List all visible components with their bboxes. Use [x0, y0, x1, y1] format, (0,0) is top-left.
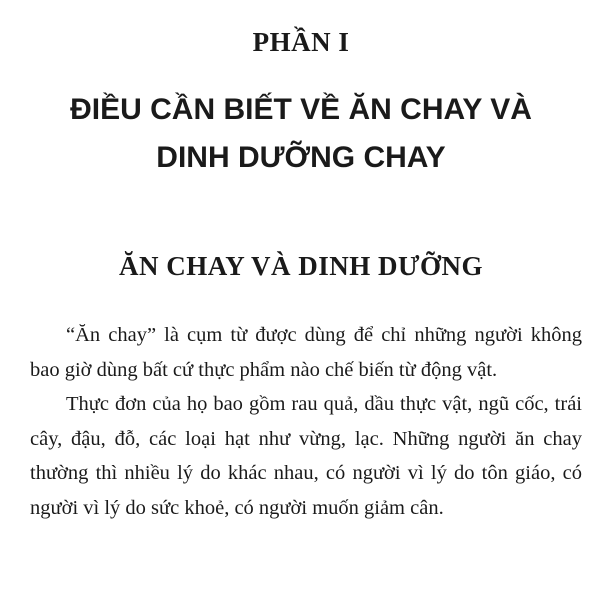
section-title: ĂN CHAY VÀ DINH DƯỠNG: [118, 251, 484, 281]
body-text: [30, 318, 582, 525]
paragraph-1: “Ăn chay” là cụm từ được dùng để chỉ những người không bao giờ dùng bất cứ thực phẩm nào chế biến từ động vật.: [30, 324, 582, 381]
part-title-line-1: ĐIỀU CẦN BIẾT VỀ ĂN CHAY VÀ: [70, 93, 532, 126]
part-title: [0, 86, 602, 182]
part-title-line-2: DINH DƯỠNG CHAY: [156, 141, 446, 174]
paragraph-2: Thực đơn của họ bao gồm rau quả, dầu thực vật, ngũ cốc, trái cây, đậu, đỗ, các loại hạt như vừng, lạc. Những người ăn chay thường thì nhiều lý do khác nhau, có người vì lý do tôn giáo, có người vì lý do sức khoẻ, có người muốn giảm cân.: [30, 393, 582, 519]
part-label: PHẦN I: [252, 27, 350, 57]
